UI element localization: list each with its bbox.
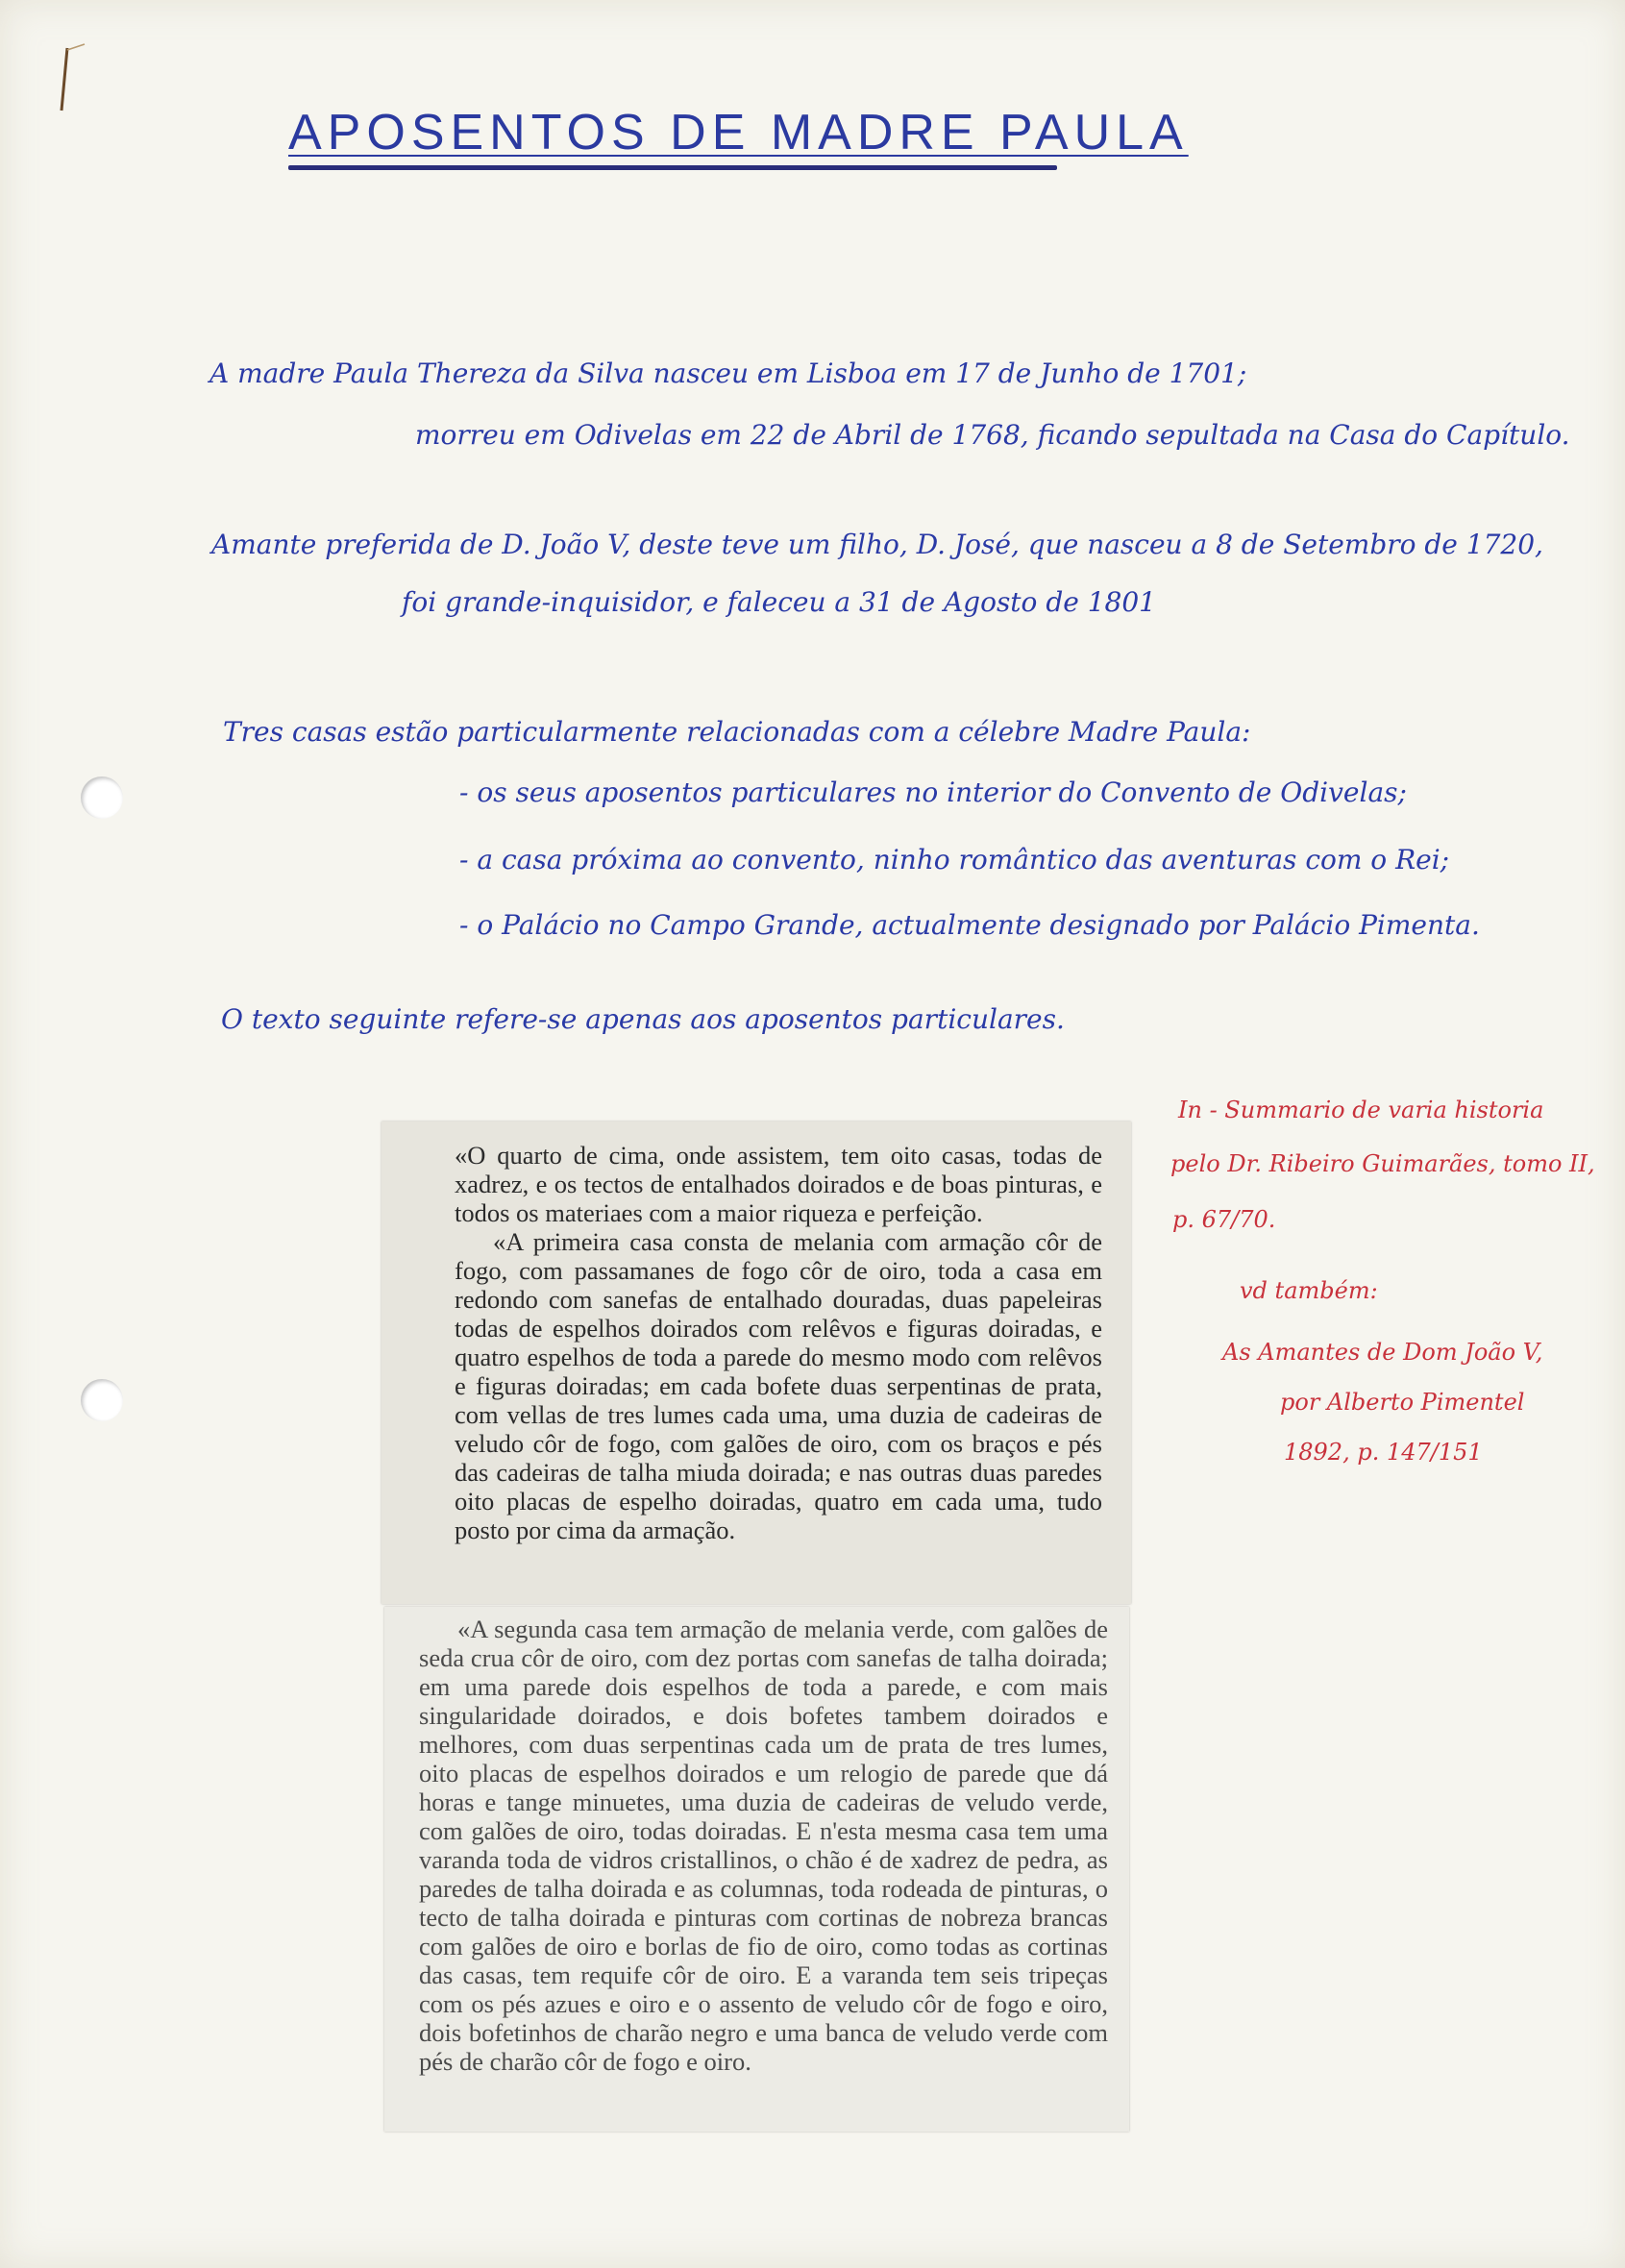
corner-mark-icon	[56, 38, 94, 125]
handwritten-line: O texto seguinte refere-se apenas aos aposentos particulares.	[221, 1003, 1065, 1035]
handwritten-bullet: - a casa próxima ao convento, ninho romântico das aventuras com o Rei;	[459, 844, 1450, 875]
handwritten-bullet: - o Palácio no Campo Grande, actualmente designado por Palácio Pimenta.	[459, 909, 1480, 941]
clipping-paragraph: «A primeira casa consta de melania com armação côr de fogo, com passamanes de fogo côr de oiro, toda a casa em redondo com sanefas de entalhado douradas, duas papeleiras todas de espelhos doirados com relêvos e figuras doiradas, e quatro espelhos de toda a parede do mesmo modo com relêvos e figuras doiradas; em cada bofete duas serpentinas de prata, com vellas de tres lumes cada uma, uma duzia de cadeiras de veludo côr de fogo, com galões de oiro, com os braços e pés das cadeiras de talha miuda doirada; e nas outras duas paredes oito placas de espelho doiradas, quatro em cada uma, tudo posto por cima da armação.	[455, 1227, 1102, 1544]
handwritten-line: Amante preferida de D. João V, deste teve um filho, D. José, que nasceu a 8 de Setembro de 1720,	[211, 529, 1543, 560]
punch-hole-top	[81, 777, 123, 819]
newspaper-clipping-bottom	[384, 1607, 1129, 2132]
margin-note-line: vd também:	[1240, 1277, 1378, 1304]
margin-note-line: por Alberto Pimentel	[1280, 1389, 1525, 1416]
margin-note-line: 1892, p. 147/151	[1284, 1439, 1483, 1466]
newspaper-clipping-top	[382, 1122, 1131, 1604]
page-title: APOSENTOS DE MADRE PAULA	[288, 105, 1189, 160]
margin-note-line: In - Summario de varia historia	[1178, 1097, 1544, 1123]
margin-note-line: p. 67/70.	[1172, 1206, 1276, 1233]
clipping-paragraph: «O quarto de cima, onde assistem, tem oito casas, todas de xadrez, e os tectos de entalhados doirados e de boas pinturas, e todos os materiaes com a maior riqueza e perfeição.	[455, 1141, 1102, 1227]
margin-note-line: pelo Dr. Ribeiro Guimarães, tomo II,	[1170, 1150, 1595, 1177]
punch-hole-bottom	[81, 1379, 123, 1421]
margin-note-line: As Amantes de Dom João V,	[1222, 1339, 1543, 1366]
handwritten-line: Tres casas estão particularmente relacionadas com a célebre Madre Paula:	[223, 716, 1251, 748]
handwritten-line: foi grande-inquisidor, e faleceu a 31 de Agosto de 1801	[402, 586, 1156, 618]
handwritten-line: morreu em Odivelas em 22 de Abril de 1768, ficando sepultada na Casa do Capítulo.	[415, 419, 1570, 451]
handwritten-line: A madre Paula Thereza da Silva nasceu em Lisboa em 17 de Junho de 1701;	[209, 357, 1247, 389]
handwritten-bullet: - os seus aposentos particulares no interior do Convento de Odivelas;	[459, 777, 1407, 808]
title-underline	[288, 165, 1057, 170]
clipping-paragraph: «A segunda casa tem armação de melania verde, com galões de seda crua côr de oiro, com dez portas com sanefas de talha doirada; em uma parede dois espelhos de toda a parede, e com mais singularidade doirados, e dois bofetes tambem doirados e melhores, com duas serpentinas cada um de prata de tres lumes, oito placas de espelhos doirados e um relogio de parede que dá horas e tange minuetes, uma duzia de cadeiras de veludo verde, com galões de oiro, todas doiradas. E n'esta mesma casa tem uma varanda toda de vidros cristallinos, o chão é de xadrez de pedra, as paredes de talha doirada e as columnas, toda rodeada de pinturas, o tecto de talha doirada e pinturas com cortinas de nobreza brancas com galões de oiro e borlas de fio de oiro, como todas as cortinas das casas, tem requife côr de oiro. E a varanda tem seis tripeças com os pés azues e oiro e o assento de veludo côr de fogo e oiro, dois bofetinhos de charão negro e uma banca de veludo verde com pés de charão côr de fogo e oiro.	[419, 1615, 1108, 2076]
